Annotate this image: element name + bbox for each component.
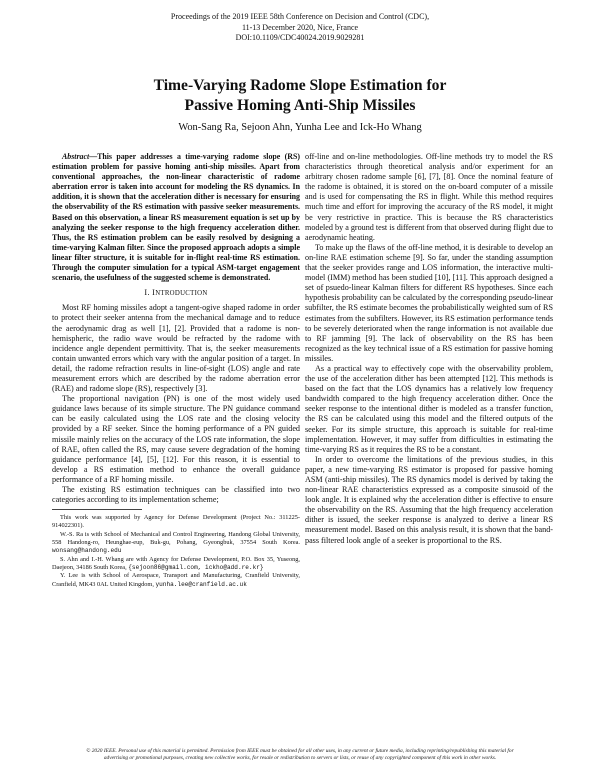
section-numeral: I. bbox=[144, 288, 150, 298]
right-column bbox=[305, 152, 553, 546]
author-list: Won-Sang Ra, Sejoon Ahn, Yunha Lee and Ick-Ho Whang bbox=[178, 122, 422, 133]
body-paragraph-online: To make up the flaws of the off-line method, it is desirable to develop an on-line RAE estimation scheme [9]. So far, under the standing assumption that the seeker provides range and LOS information, the interactive multi-model (IMM) method has been studied [10], [11]. This approach designed a set of psuedo-linear Kalman filters for different RS hypotheses. Since each hypothesis probability can be calculated by the corresponding pseudo-linear subfilter, the RS estimate becomes the probabilistically weighted sum of RS estimates from the subfilters. However, its RS estimation performance tends to be severely deteriorated when the range information is not available due to RF jamming [9]. The lack of observability on the RS has been recognized as the key technical issue of a RS estimation for passive homing missiles. bbox=[305, 242, 553, 363]
abstract-label: Abstract bbox=[62, 152, 90, 161]
copyright-line-1: © 2020 IEEE. Personal use of this material is permitted. Permission from IEEE must be obtained for all other uses, in any current or future media, including reprinting/republishing this material for bbox=[86, 748, 514, 754]
abstract-text: —This paper addresses a time-varying radome slope (RS) estimation problem for passive homing anti-ship missiles. Apart from conventional approaches, the non-linear characteristic of radome aberration error is taken into account for modeling the RS dynamics. In addition, it is shown that the acceleration dither is necessary for ensuring the observability of the RS estimation with passive seeker measurements. Based on this observation, a linear RS measurement equation is set up by analyzing the seeker response to the high frequency acceleration dither. Thus, the RS estimation problem can be easily resolved by designing a time-varying Kalman filter. Since the proposed approach adopts a simple linear filter structure, it is suitable for in-flight real-time RS estimation. Through the computer simulation for a typical ASM-target engagement scenario, the usefulness of the suggested scheme is demonstrated. bbox=[52, 152, 300, 283]
intro-paragraph-3: The existing RS estimation techniques can be classified into two categories according to its implementation scheme; bbox=[52, 485, 300, 505]
title-line-1: Time-Varying Radome Slope Estimation for bbox=[153, 77, 447, 94]
body-paragraph-dither: As a practical way to effectively cope with the observability problem, the use of the acceleration dither has been attempted [12]. This methods is based on the fact that the LOS dynamics has a relatively low frequency bandwidth compared to the high frequency acceleration dither. Once the seeker response to the intentional dither is modeled as a transfer function, the RS can be calculated using this model and the filtered outputs of the seeker. For its simple structure, this approach is suitable for real-time implementation. However, it may suffer from difficulties in estimating the time-varying RS as it requires the RS to be a constant. bbox=[305, 363, 553, 454]
copyright-notice bbox=[0, 748, 600, 763]
section-heading-introduction bbox=[52, 288, 300, 299]
doi-line: DOI:10.1109/CDC40024.2019.9029281 bbox=[235, 33, 365, 43]
paper-title bbox=[0, 76, 600, 116]
footnote-divider bbox=[52, 509, 142, 510]
conference-date-line: 11-13 December 2020, Nice, France bbox=[241, 22, 359, 32]
left-column bbox=[52, 152, 300, 589]
footnote-author-ahn-whang bbox=[52, 556, 300, 573]
abstract bbox=[52, 152, 300, 283]
intro-paragraph-2: The proportional navigation (PN) is one of the most widely used guidance laws because of its simple structure. The PN guidance command can be easily calculated using the LOS rate and the closing velocity provided by a RF seeker. Since the homing performance of a PN guided missile mainly relies on the accuracy of the LOS rate information, the slope of RAE, often called the RS, may cause severe degradation of the homing guidance performance [4], [5], [12]. For this reason, it is essential to develop a RS estimation method to enhance the overall guidance performance of a RF homing missile. bbox=[52, 394, 300, 484]
title-line-2: Passive Homing Anti-Ship Missiles bbox=[184, 97, 416, 114]
section-title-first-letter: I bbox=[152, 288, 156, 298]
section-title-rest: NTRODUCTION bbox=[155, 290, 208, 298]
footnote-ra-email[interactable]: wonsang@handong.edu bbox=[52, 547, 122, 555]
footnotes bbox=[52, 514, 300, 589]
footnote-author-lee bbox=[52, 572, 300, 589]
proceedings-header bbox=[0, 12, 600, 44]
footnote-ra-text: W.-S. Ra is with School of Mechanical and Control Engineering, Handong Global University, 558 Handong-ro, Heunghae-eup, Buk-gu, Pohang, Gyeongbuk, 37554 South Korea. bbox=[52, 530, 300, 547]
footnote-ahn-emails[interactable]: {sejoon86@gmail.com, ickho@add.re.kr} bbox=[128, 563, 264, 571]
footnote-ahn-text: S. Ahn and I.-H. Whang are with Agency for Defense Development, P.O. Box 35, Yuseong, Daejeon, 34186 South Korea, bbox=[52, 555, 300, 571]
footnote-lee-email[interactable]: yunha.lee@cranfield.ac.uk bbox=[155, 580, 247, 588]
intro-paragraph-1: Most RF homing missiles adopt a tangent-ogive shaped radome in order to protect their seeker antenna from the mechanical damage and to reduce the aerodynamic drag as well [1], [2]. Provided that a radome is non-hemispheric, the radio wave would be refracted by the radome with incidence angle dependent permittivity. That is, the seeker measurements contain unwanted errors which vary with the angular position of a target. In detail, the radome refraction results in line-of-sight (LOS) angle and rate measurement errors which are described by the radome aberration error (RAE) and radome slope (RS), respectively [3]. bbox=[52, 303, 300, 394]
footnote-funding: This work was supported by Agency for Defense Development (Project No.: 311225-914022301). bbox=[52, 514, 300, 530]
body-paragraph-proposed: In order to overcome the limitations of the previous studies, in this paper, a new time-varying RS estimator is proposed for passive homing ASM (anti-ship missiles). The RS dynamics model is derived by taking the non-linear RAE characteristics expressed as a composite sinusoid of the look angle. It is explained why the acceleration dither is effective to ensure the observability on the RS. Assuming that the high frequency acceleration dither is issued, the seeker response is analyzed to derive a linear RS measurement model. Based on this analysis result, it is shown that the band-pass filtered look angle of a seeker is proportional to the RS. bbox=[305, 454, 553, 545]
footnote-author-ra bbox=[52, 531, 300, 556]
copyright-line-2: advertising or promotional purposes, creating new collective works, for resale or redistribution to servers or lists, or reuse of any copyrighted component of this work in other works. bbox=[103, 755, 497, 762]
footnote-lee-text: Y. Lee is with School of Aerospace, Transport and Manufacturing, Cranfield University, Cranfield, MK43 0AL United Kingdom, bbox=[52, 572, 300, 588]
body-paragraph-continued: off-line and on-line methodologies. Off-line methods try to model the RS characteristics through theoretical analysis and/or experiment for an arbitrary chosen radome sample [6], [7], [8]. Once the nominal feature of the radome is obtained, it is stored on the on-board computer of a missile and is used for compensating the RS in flight. While this method requires much time and effort for improving the accuracy of the RS model, it might be very restrictive in practice. This is because the RS characteristics modeled by a ground test is different from that observed during flight due to aerodynamic heating. bbox=[305, 152, 553, 242]
proceedings-line: Proceedings of the 2019 IEEE 58th Conference on Decision and Control (CDC), bbox=[170, 12, 430, 21]
